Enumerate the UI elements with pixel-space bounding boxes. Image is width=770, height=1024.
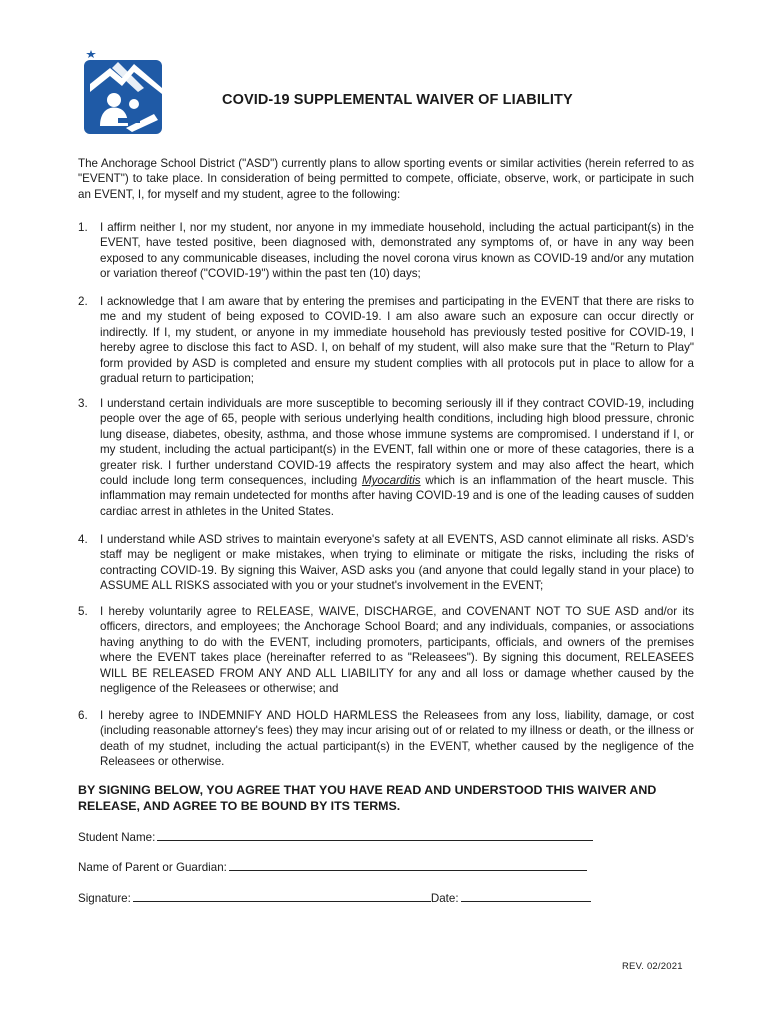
list-item [78,396,694,519]
student-name-input[interactable] [157,828,593,841]
list-item [78,604,694,696]
item-number: 1. [78,221,88,234]
item-text: I hereby voluntarily agree to RELEASE, WAIVE, DISCHARGE, and COVENANT NOT TO SUE ASD and/or its officers, directors, and employees; the Anchorage School Board; and any individuals, companies, or associations having anything to do with the EVENT, including promoters, participants, officials, and owners of the premises where the EVENT takes place (hereinafter referred to as "Releasees"). By signing this document, RELEASEES WILL BE RELEASED FROM ANY AND ALL LIABILITY for any and all loss or damage whether caused by the negligence of the Releasees or otherwise; and [100,605,694,696]
item-text: I understand while ASD strives to maintain everyone's safety at all EVENTS, ASD cannot eliminate all risks. ASD's staff may be negligent or make mistakes, when trying to eliminate or mitigate the risks, including the risks of contracting COVID-19. By signing this Waiver, ASD asks you (and anyone that could legally stand in your place) to ASSUME ALL RISKS associated with you or your studnet's involvement in the EVENT; [100,533,694,593]
list-item [78,220,694,282]
myocarditis-link[interactable]: Myocarditis [361,474,421,488]
parent-name-input[interactable] [229,858,587,871]
item-text: I acknowledge that I am aware that by entering the premises and participating in the EVENT that there are risks to me and my student of being exposed to COVID-19. I am also aware such an exposure can occur directly or indirectly. If I, my student, or anyone in my immediate household has previously tested positive for COVID-19, I hereby agree to disclose this fact to ASD. I, on behalf of my student, will also make sure that the "Return to Play" form provided by ASD is completed and ensure my student complies with all protocols put in place to allow for a gradual return to participation; [100,295,694,386]
intro-paragraph: The Anchorage School District ("ASD") currently plans to allow sporting events or similar activities (herein referred to as "EVENT") to take place. In consideration of being permitted to compete, officiate, observe, work, or participate in such an EVENT, I, for myself and my student, agree to the following: [78,157,694,201]
student-name-field [78,828,593,844]
item-text-after-link: which is an inflammation of the heart muscle. This inflammation may remain undetected for months after having COVID-19 and is one of the leading causes of sudden cardiac arrest in athletes in the United States. [100,474,694,518]
parent-name-label: Name of Parent or Guardian: [78,861,227,874]
item-text [100,396,694,519]
signature-input[interactable] [133,889,431,902]
item-text-before-link: I understand certain individuals are more susceptible to becoming seriously ill if they contract COVID-19, including people over the age of 65, people with serious underlying health conditions, including high blood pressure, chronic lung disease, diabetes, obesity, asthma, and those whose immune systems are compromised. I understand if I, or my student, including the actual participant(s) in the EVENT, fall within one or more of these catagories, there is a greater risk. I further understand COVID-19 affects the respiratory system and may also affect the heart, which could include long term consequences, including [100,397,694,488]
student-name-label: Student Name: [78,831,156,844]
list-item [78,708,694,770]
signature-field [78,889,591,905]
revision-label: REV. 02/2021 [622,961,683,972]
agreement-notice: BY SIGNING BELOW, YOU AGREE THAT YOU HAVE READ AND UNDERSTOOD THIS WAIVER AND RELEASE, AND AGREE TO BE BOUND BY ITS TERMS. [78,783,657,813]
document-title: COVID-19 SUPPLEMENTAL WAIVER OF LIABILITY [222,92,573,108]
item-text: I affirm neither I, nor my student, nor anyone in my immediate household, including the actual participant(s) in the EVENT, have tested positive, been diagnosed with, demonstrated any symptoms of, or have in any way been exposed to any communicable diseases, including the novel corona virus known as COVID-19 and/or any mutation or variation thereof ("COVID-19") within the past ten (10) days; [100,221,694,281]
parent-name-field [78,858,587,874]
date-input[interactable] [461,889,591,902]
item-number: 6. [78,709,88,722]
list-item [78,294,694,386]
item-number: 4. [78,533,88,546]
item-number: 3. [78,397,88,410]
asd-logo-icon [82,44,174,140]
item-number: 2. [78,295,88,308]
list-item [78,532,694,594]
item-number: 5. [78,605,88,618]
item-text: I hereby agree to INDEMNIFY AND HOLD HARMLESS the Releasees from any loss, liability, damage, or cost (including reasonable attorney's fees) they may incur arising out of or related to my illness or death, or the illness or death of my studnet, including the actual participant(s) in the EVENT, whether caused by the negligence of the Releasees or otherwise. [100,709,694,769]
date-label: Date: [430,892,459,905]
signature-label: Signature: [78,892,131,905]
